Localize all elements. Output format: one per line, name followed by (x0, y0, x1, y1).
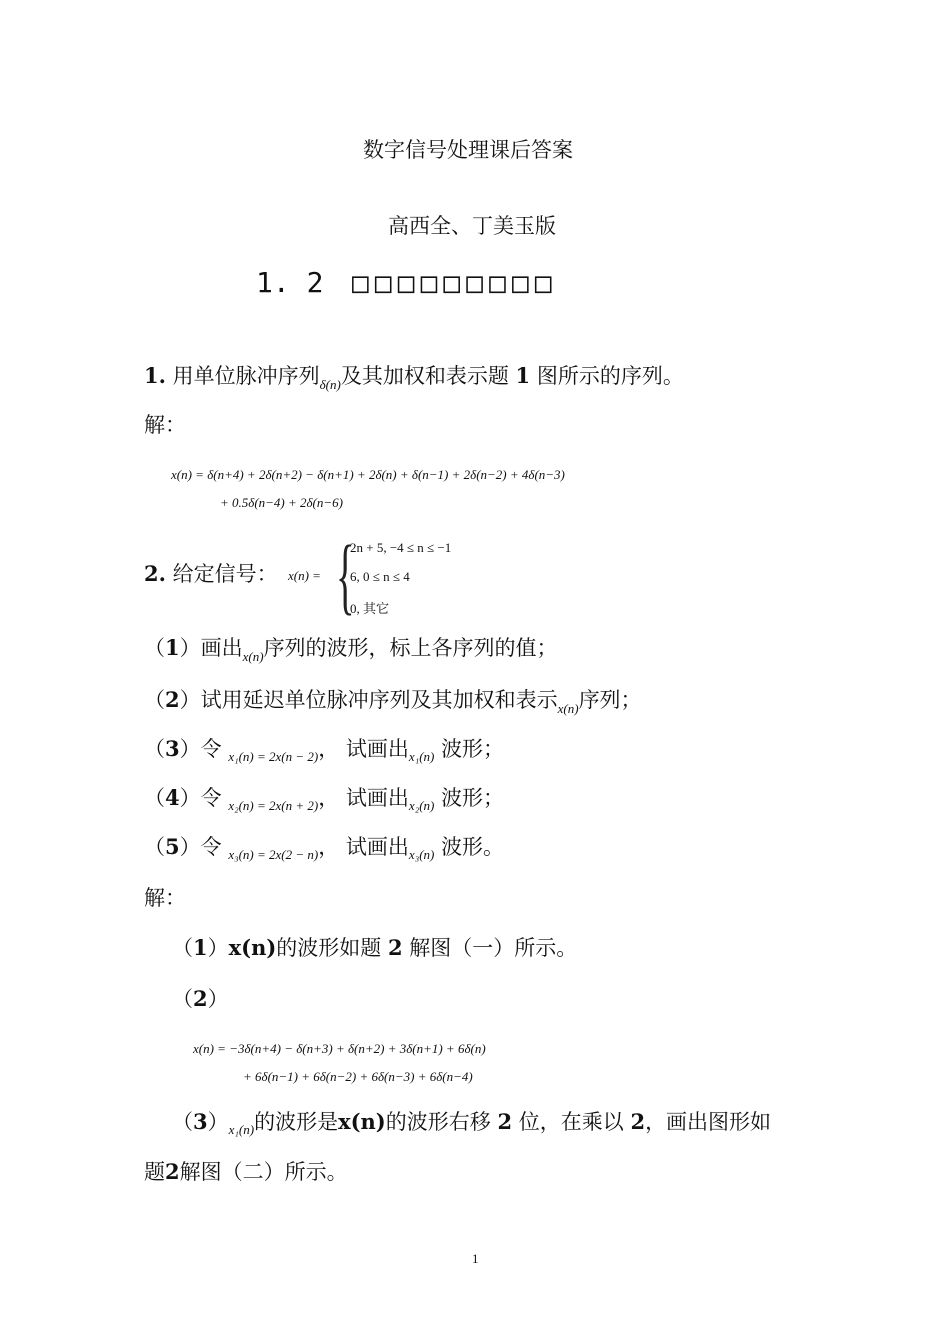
answer-text: 的波形右移 (385, 1110, 491, 1134)
inline-number: 2 (630, 1109, 646, 1134)
subquestion-3: （3）令 $_{x_1(n) = 2x(n - 2)}$， 试画出$_{x_1(n)}$ 波形； (144, 736, 505, 764)
item-number: 3 (165, 736, 180, 761)
answer-text: 的波形如题 (276, 936, 382, 960)
answer-text: 题 (144, 1160, 165, 1184)
equation-line: x(n) = δ(n+4) + 2δ(n+2) − δ(n+1) + 2δ(n) + δ(n−1) + 2δ(n−2) + 4δ(n−3) (171, 467, 565, 482)
inline-math: x₃(n) = 2x(2 − n) (228, 847, 319, 862)
inline-math: x₁(n) (228, 1122, 255, 1137)
question-2 (144, 558, 278, 588)
inline-symbol: x(n) (338, 1109, 386, 1134)
answer-3-continued (144, 1156, 348, 1186)
item-number: 1 (193, 935, 208, 960)
answer-text: ，画出图形如 (645, 1110, 772, 1134)
subquestion-5: （5）令 $_{x_3(n) = 2x(2 - n)}$， 试画出$_{x_3(n)}$ 波形。 (144, 834, 505, 862)
item-text: 波形； (441, 737, 505, 761)
item-number: 5 (165, 834, 180, 859)
inline-math: x(n) (242, 649, 264, 664)
document-title: 数字信号处理课后答案 (363, 138, 573, 162)
inline-math: δ(n) (319, 377, 341, 392)
piecewise-lhs: x(n) = (288, 568, 321, 583)
page-number: 1 (472, 1251, 479, 1266)
inline-math: x₃(n) (408, 847, 435, 862)
piecewise-case: 0, 其它 (350, 601, 390, 616)
document-subtitle: 高西全、丁美玉版 (388, 214, 556, 238)
subquestion-1: （1）画出$_{x(n)}$序列的波形，标上各序列的值； (144, 635, 558, 664)
solution-label: 解： (144, 886, 186, 910)
answer-3: $(3)_{x_1(n)}$的波形是x(n)的波形右移 2 位，在乘以 2，画出图形如 (172, 1109, 772, 1137)
item-number: 4 (165, 785, 180, 810)
answer-text: 解图（一）所示。 (409, 936, 578, 960)
question-text: 给定信号： (172, 562, 278, 586)
figure-number: 2 (387, 935, 403, 960)
item-text: ， 试画出 (318, 835, 409, 859)
figure-number: 1 (515, 363, 531, 388)
inline-symbol: x(n) (228, 935, 277, 960)
item-text: ， 试画出 (318, 786, 409, 810)
figure-number: 2 (165, 1159, 180, 1184)
answer-text: 位，在乘以 (518, 1110, 624, 1134)
subquestion-2: （2）试用延迟单位脉冲序列及其加权和表示$_{x(n)}$序列； (144, 687, 642, 716)
question-text: 用单位脉冲序列 (172, 364, 320, 388)
section-number: 1. 2 (256, 266, 324, 299)
item-text: 波形。 (441, 835, 505, 859)
subquestion-4: （4）令 $_{x_2(n) = 2x(n + 2)}$， 试画出$_{x_2(n)}$ 波形； (144, 785, 505, 813)
answer-2-label: （2） (172, 986, 229, 1011)
item-number: 3 (193, 1109, 208, 1134)
inline-number: 2 (497, 1109, 513, 1134)
item-text: 令 (200, 737, 222, 761)
item-text: 序列； (578, 688, 642, 712)
item-number: 2 (165, 687, 180, 712)
question-text: 及其加权和表示题 (340, 364, 509, 388)
inline-math: x₂(n) = 2x(n + 2) (228, 798, 319, 813)
item-text: 试用延迟单位脉冲序列及其加权和表示 (200, 688, 558, 712)
inline-math: x(n) (557, 701, 579, 716)
item-text: 序列的波形，标上各序列的值； (263, 636, 558, 660)
item-text: 令 (200, 835, 222, 859)
question-number: 2. (144, 561, 166, 586)
item-text: 画出 (200, 636, 243, 660)
piecewise-case: 2n + 5, −4 ≤ n ≤ −1 (350, 540, 452, 555)
equation-line: + 0.5δ(n−4) + 2δ(n−6) (220, 495, 343, 510)
item-number: 1 (165, 635, 180, 660)
question-number: 1. (144, 363, 166, 388)
left-brace: { (336, 527, 355, 623)
answer-1: （1）x(n)的波形如题 2 解图（一）所示。 (172, 935, 578, 960)
answer-text: 解图（二）所示。 (179, 1160, 348, 1184)
equation-line: x(n) = −3δ(n+4) − δ(n+3) + δ(n+2) + 3δ(n+1) + 6δ(n) (193, 1041, 486, 1056)
item-text: ， 试画出 (318, 737, 409, 761)
solution-label: 解： (144, 413, 186, 437)
question-1 (144, 360, 684, 390)
section-title: □□□□□□□□□ (352, 266, 558, 299)
item-number: 2 (193, 986, 208, 1011)
equation-line: + 6δ(n−1) + 6δ(n−2) + 6δ(n−3) + 6δ(n−4) (243, 1069, 473, 1084)
answer-text: 的波形是 (254, 1110, 339, 1134)
item-text: 波形； (441, 786, 505, 810)
item-text: 令 (200, 786, 222, 810)
inline-math: x₁(n) = 2x(n − 2) (228, 749, 319, 764)
inline-math: x₂(n) (408, 798, 435, 813)
inline-math: x₁(n) (408, 749, 435, 764)
question-text: 图所示的序列。 (536, 364, 684, 388)
piecewise-case: 6, 0 ≤ n ≤ 4 (350, 569, 410, 584)
